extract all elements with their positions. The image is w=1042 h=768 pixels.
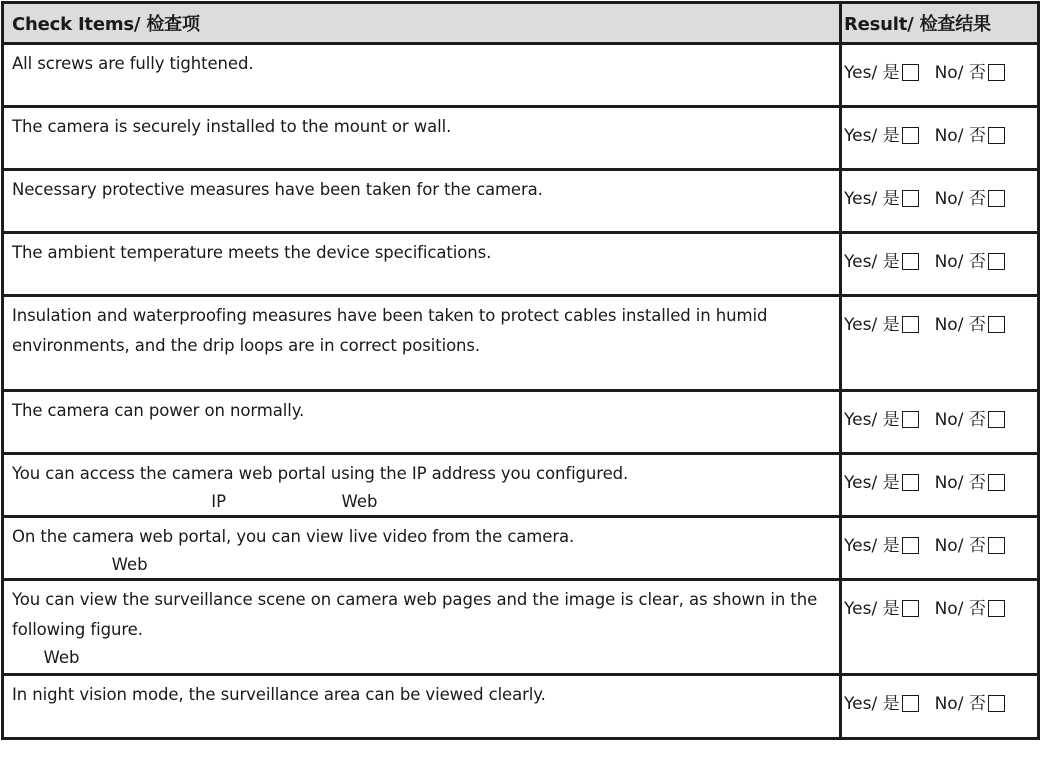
yes-checkbox[interactable] <box>902 253 919 270</box>
check-item-cell <box>4 392 842 452</box>
result-cell <box>842 171 1037 231</box>
yes-checkbox[interactable] <box>902 695 919 712</box>
check-item-cell <box>4 676 842 737</box>
check-item-text: The camera can power on normally. <box>12 401 305 420</box>
yes-checkbox[interactable] <box>902 474 919 491</box>
check-item-subtext: Web <box>12 648 80 667</box>
check-item-cell <box>4 297 842 389</box>
check-item-cell <box>4 108 842 168</box>
no-checkbox[interactable] <box>988 411 1005 428</box>
no-label: No/ 否 <box>934 126 986 146</box>
result-cell <box>842 234 1037 294</box>
no-checkbox[interactable] <box>988 474 1005 491</box>
no-checkbox[interactable] <box>988 537 1005 554</box>
no-label: No/ 否 <box>934 63 986 83</box>
table-row <box>4 673 1037 737</box>
table-row <box>4 105 1037 168</box>
no-checkbox[interactable] <box>988 316 1005 333</box>
no-label: No/ 否 <box>934 536 986 556</box>
check-item-text: The camera is securely installed to the mount or wall. <box>12 117 452 136</box>
no-checkbox[interactable] <box>988 190 1005 207</box>
table-header <box>4 4 1037 42</box>
yes-checkbox[interactable] <box>902 190 919 207</box>
check-item-text: You can access the camera web portal using the IP address you configured. <box>12 464 629 483</box>
yes-label: Yes/ 是 <box>844 694 900 714</box>
no-label: No/ 否 <box>934 252 986 272</box>
check-item-cell <box>4 234 842 294</box>
table-row <box>4 294 1037 389</box>
result-cell <box>842 297 1037 389</box>
check-item-text: All screws are fully tightened. <box>12 54 254 73</box>
no-label: No/ 否 <box>934 315 986 335</box>
yes-label: Yes/ 是 <box>844 410 900 430</box>
table-row <box>4 389 1037 452</box>
result-cell <box>842 518 1037 578</box>
check-item-text: Insulation and waterproofing measures have been taken to protect cables installed in humid environments, and the drip loops are in correct positions. <box>12 306 768 355</box>
yes-label: Yes/ 是 <box>844 63 900 83</box>
check-item-cell <box>4 171 842 231</box>
no-checkbox[interactable] <box>988 253 1005 270</box>
check-item-text: The ambient temperature meets the device specifications. <box>12 243 492 262</box>
no-checkbox[interactable] <box>988 600 1005 617</box>
header-check-items: Check Items/ 检查项 <box>4 4 842 42</box>
no-checkbox[interactable] <box>988 64 1005 81</box>
yes-label: Yes/ 是 <box>844 536 900 556</box>
table-row <box>4 42 1037 105</box>
yes-label: Yes/ 是 <box>844 599 900 619</box>
no-label: No/ 否 <box>934 410 986 430</box>
yes-checkbox[interactable] <box>902 316 919 333</box>
result-cell <box>842 676 1037 737</box>
yes-label: Yes/ 是 <box>844 252 900 272</box>
yes-checkbox[interactable] <box>902 537 919 554</box>
no-checkbox[interactable] <box>988 695 1005 712</box>
check-item-subtext: Web <box>12 555 148 574</box>
result-cell <box>842 581 1037 673</box>
table-row <box>4 452 1037 515</box>
yes-label: Yes/ 是 <box>844 473 900 493</box>
check-item-cell <box>4 455 842 515</box>
yes-label: Yes/ 是 <box>844 189 900 209</box>
result-cell <box>842 455 1037 515</box>
table-row <box>4 578 1037 673</box>
yes-checkbox[interactable] <box>902 600 919 617</box>
result-cell <box>842 45 1037 105</box>
yes-label: Yes/ 是 <box>844 126 900 146</box>
no-label: No/ 否 <box>934 473 986 493</box>
check-item-cell <box>4 518 842 578</box>
no-checkbox[interactable] <box>988 127 1005 144</box>
check-item-text: You can view the surveillance scene on camera web pages and the image is clear, as shown in the following figure. <box>12 590 818 639</box>
yes-label: Yes/ 是 <box>844 315 900 335</box>
header-result: Result/ 检查结果 <box>844 14 991 35</box>
no-label: No/ 否 <box>934 694 986 714</box>
check-item-subtext: IP Web <box>12 492 378 511</box>
table-row <box>4 168 1037 231</box>
yes-checkbox[interactable] <box>902 127 919 144</box>
checklist-table <box>1 1 1040 740</box>
table-row <box>4 231 1037 294</box>
check-item-text: In night vision mode, the surveillance area can be viewed clearly. <box>12 685 546 704</box>
check-item-text: Necessary protective measures have been taken for the camera. <box>12 180 543 199</box>
table-row <box>4 515 1037 578</box>
check-item-text: On the camera web portal, you can view live video from the camera. <box>12 527 575 546</box>
result-cell <box>842 392 1037 452</box>
result-cell <box>842 108 1037 168</box>
check-item-cell <box>4 45 842 105</box>
yes-checkbox[interactable] <box>902 64 919 81</box>
no-label: No/ 否 <box>934 189 986 209</box>
check-item-cell <box>4 581 842 673</box>
no-label: No/ 否 <box>934 599 986 619</box>
yes-checkbox[interactable] <box>902 411 919 428</box>
